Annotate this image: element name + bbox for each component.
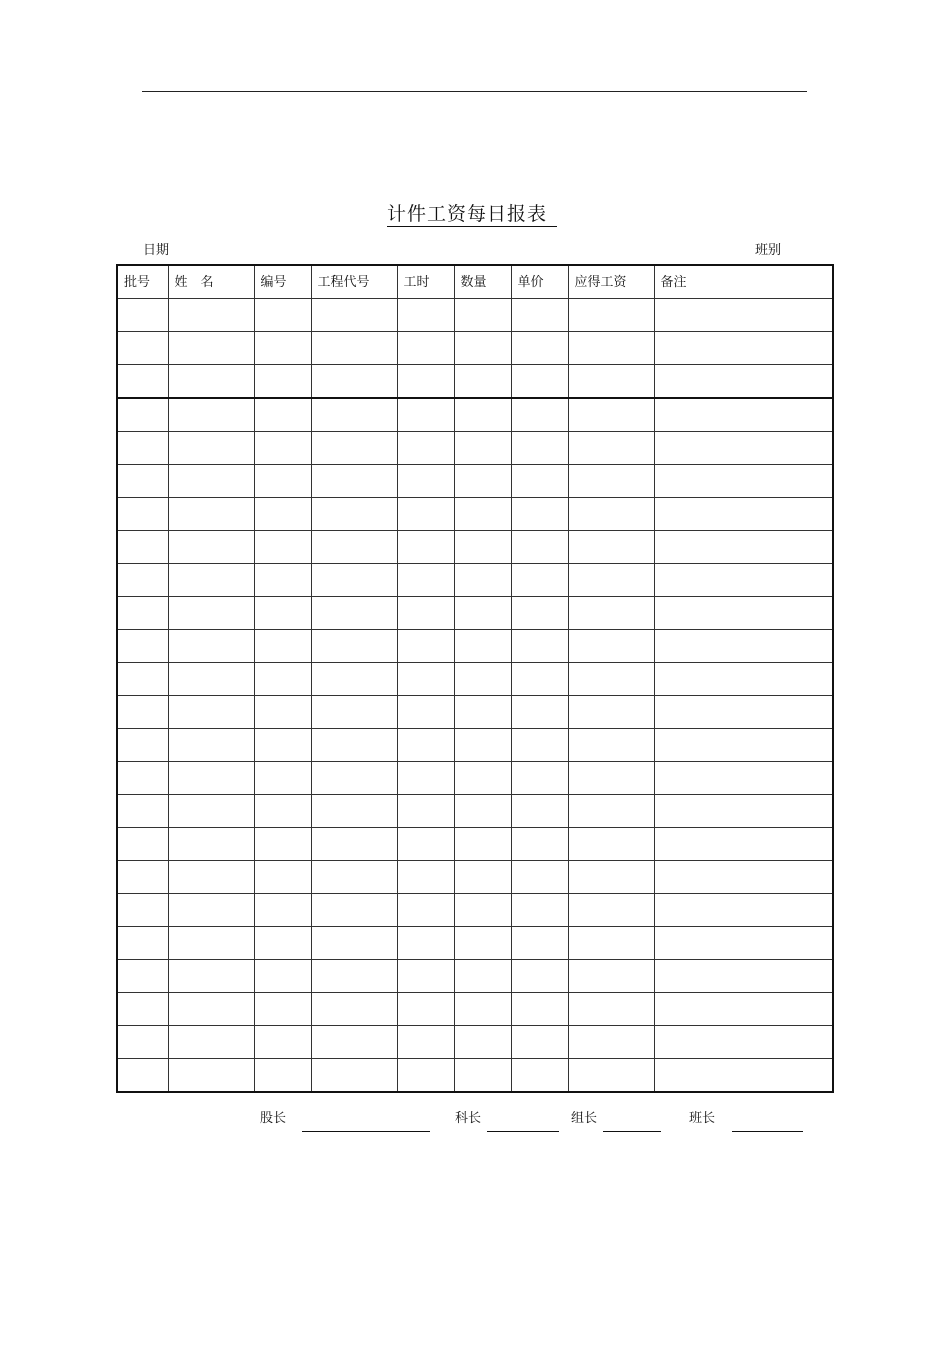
table-cell[interactable]: [454, 960, 511, 993]
table-cell[interactable]: [168, 498, 254, 531]
table-cell[interactable]: [397, 828, 454, 861]
table-cell[interactable]: [168, 861, 254, 894]
table-cell[interactable]: [168, 531, 254, 564]
table-cell[interactable]: [254, 398, 311, 432]
table-cell[interactable]: [454, 663, 511, 696]
table-cell[interactable]: [117, 729, 168, 762]
table-row: [117, 398, 833, 432]
table-cell[interactable]: [117, 1026, 168, 1059]
table-row: [117, 894, 833, 927]
table-cell[interactable]: [568, 630, 654, 663]
table-cell[interactable]: [654, 332, 833, 365]
table-cell[interactable]: [168, 564, 254, 597]
table-row: [117, 332, 833, 365]
table-cell[interactable]: [654, 729, 833, 762]
table-cell[interactable]: [511, 960, 568, 993]
table-cell[interactable]: [117, 365, 168, 399]
table-cell[interactable]: [511, 432, 568, 465]
table-cell[interactable]: [254, 696, 311, 729]
table-row: [117, 630, 833, 663]
table-cell[interactable]: [654, 762, 833, 795]
table-cell[interactable]: [168, 960, 254, 993]
table-cell[interactable]: [311, 762, 397, 795]
table-cell[interactable]: [511, 828, 568, 861]
table-cell[interactable]: [511, 564, 568, 597]
table-cell[interactable]: [511, 1026, 568, 1059]
table-cell[interactable]: [254, 861, 311, 894]
table-cell[interactable]: [511, 465, 568, 498]
table-cell[interactable]: [654, 894, 833, 927]
table-cell[interactable]: [117, 465, 168, 498]
table-cell[interactable]: [168, 696, 254, 729]
table-row: [117, 531, 833, 564]
table-cell[interactable]: [654, 531, 833, 564]
table-cell[interactable]: [117, 432, 168, 465]
table-cell[interactable]: [311, 365, 397, 399]
table-cell[interactable]: [568, 432, 654, 465]
table-cell[interactable]: [654, 1059, 833, 1093]
table-cell[interactable]: [511, 894, 568, 927]
table-cell[interactable]: [654, 927, 833, 960]
table-cell[interactable]: [311, 531, 397, 564]
table-cell[interactable]: [254, 1026, 311, 1059]
table-cell[interactable]: [254, 993, 311, 1026]
table-cell[interactable]: [311, 729, 397, 762]
table-cell[interactable]: [168, 894, 254, 927]
table-row: [117, 564, 833, 597]
table-cell[interactable]: [117, 861, 168, 894]
table-cell[interactable]: [654, 365, 833, 399]
table-cell[interactable]: [568, 465, 654, 498]
table-cell[interactable]: [568, 597, 654, 630]
table-cell[interactable]: [568, 696, 654, 729]
table-cell[interactable]: [397, 696, 454, 729]
table-cell[interactable]: [397, 498, 454, 531]
department-chief-signature-line[interactable]: [487, 1131, 559, 1132]
table-cell[interactable]: [311, 960, 397, 993]
table-cell[interactable]: [254, 894, 311, 927]
table-cell[interactable]: [511, 597, 568, 630]
table-cell[interactable]: [311, 332, 397, 365]
table-cell[interactable]: [117, 630, 168, 663]
section-chief-label: 股长: [260, 1111, 287, 1126]
table-cell[interactable]: [654, 564, 833, 597]
signature-row: [0, 1110, 950, 1136]
table-row: [117, 960, 833, 993]
table-cell[interactable]: [254, 960, 311, 993]
table-cell[interactable]: [311, 498, 397, 531]
table-cell[interactable]: [568, 861, 654, 894]
table-cell[interactable]: [117, 828, 168, 861]
group-leader-label: 组长: [571, 1111, 598, 1126]
table-cell[interactable]: [654, 398, 833, 432]
table-cell[interactable]: [654, 828, 833, 861]
table-row: [117, 762, 833, 795]
table-cell[interactable]: [168, 828, 254, 861]
col-process-code: 工程代号: [311, 265, 397, 299]
table-cell[interactable]: [397, 332, 454, 365]
table-cell[interactable]: [654, 993, 833, 1026]
table-cell[interactable]: [254, 531, 311, 564]
table-cell[interactable]: [397, 762, 454, 795]
table-cell[interactable]: [311, 696, 397, 729]
table-cell[interactable]: [654, 861, 833, 894]
table-cell[interactable]: [568, 531, 654, 564]
table-cell[interactable]: [568, 927, 654, 960]
table-cell[interactable]: [568, 332, 654, 365]
table-cell[interactable]: [168, 630, 254, 663]
table-cell[interactable]: [454, 564, 511, 597]
table-cell[interactable]: [168, 762, 254, 795]
table-cell[interactable]: [168, 663, 254, 696]
table-cell[interactable]: [654, 960, 833, 993]
table-row: [117, 465, 833, 498]
table-cell[interactable]: [117, 398, 168, 432]
table-cell[interactable]: [311, 927, 397, 960]
date-label: 日期: [143, 243, 170, 258]
table-cell[interactable]: [454, 465, 511, 498]
table-cell[interactable]: [254, 927, 311, 960]
table-cell[interactable]: [568, 498, 654, 531]
col-remarks: 备注: [654, 265, 833, 299]
table-cell[interactable]: [397, 927, 454, 960]
report-title: 计件工资每日报表: [387, 202, 557, 227]
table-cell[interactable]: [511, 1059, 568, 1093]
table-cell[interactable]: [397, 465, 454, 498]
table-cell[interactable]: [568, 894, 654, 927]
table-cell[interactable]: [568, 795, 654, 828]
table-cell[interactable]: [311, 432, 397, 465]
table-cell[interactable]: [168, 927, 254, 960]
section-chief-signature-line[interactable]: [302, 1131, 430, 1132]
table-cell[interactable]: [454, 762, 511, 795]
table-body: [117, 299, 833, 1093]
table-cell[interactable]: [254, 597, 311, 630]
table-cell[interactable]: [454, 1026, 511, 1059]
table-cell[interactable]: [254, 1059, 311, 1093]
table-row: [117, 828, 833, 861]
table-cell[interactable]: [568, 1059, 654, 1093]
table-cell[interactable]: [511, 398, 568, 432]
table-cell[interactable]: [568, 960, 654, 993]
table-cell[interactable]: [397, 398, 454, 432]
table-cell[interactable]: [511, 696, 568, 729]
table-cell[interactable]: [168, 1026, 254, 1059]
table-cell[interactable]: [454, 398, 511, 432]
col-batch-no: 批号: [117, 265, 168, 299]
table-cell[interactable]: [117, 299, 168, 332]
col-quantity: 数量: [454, 265, 511, 299]
table-cell[interactable]: [454, 729, 511, 762]
table-cell[interactable]: [568, 762, 654, 795]
table-cell[interactable]: [511, 861, 568, 894]
table-cell[interactable]: [168, 729, 254, 762]
table-cell[interactable]: [168, 299, 254, 332]
table-row: [117, 729, 833, 762]
table-cell[interactable]: [168, 332, 254, 365]
table-cell[interactable]: [654, 432, 833, 465]
table-cell[interactable]: [397, 365, 454, 399]
table-cell[interactable]: [511, 365, 568, 399]
table-cell[interactable]: [397, 993, 454, 1026]
table-row: [117, 927, 833, 960]
table-cell[interactable]: [168, 465, 254, 498]
table-cell[interactable]: [311, 630, 397, 663]
class-label: 班别: [755, 243, 782, 258]
table-cell[interactable]: [117, 1059, 168, 1093]
table-row: [117, 1026, 833, 1059]
table-cell[interactable]: [168, 597, 254, 630]
table-cell[interactable]: [397, 432, 454, 465]
table-cell[interactable]: [397, 729, 454, 762]
table-cell[interactable]: [454, 432, 511, 465]
table-cell[interactable]: [311, 894, 397, 927]
table-cell[interactable]: [397, 861, 454, 894]
table-cell[interactable]: [254, 332, 311, 365]
table-cell[interactable]: [397, 1026, 454, 1059]
table-cell[interactable]: [117, 795, 168, 828]
table-cell[interactable]: [117, 927, 168, 960]
table-cell[interactable]: [117, 332, 168, 365]
department-chief-label: 科长: [455, 1111, 482, 1126]
table-row: [117, 1059, 833, 1093]
table-cell[interactable]: [117, 597, 168, 630]
table-cell[interactable]: [311, 1026, 397, 1059]
table-cell[interactable]: [454, 696, 511, 729]
table-cell[interactable]: [654, 630, 833, 663]
table-cell[interactable]: [254, 828, 311, 861]
col-employee-no: 编号: [254, 265, 311, 299]
table-cell[interactable]: [568, 993, 654, 1026]
table-cell[interactable]: [654, 1026, 833, 1059]
table-cell[interactable]: [117, 498, 168, 531]
table-cell[interactable]: [397, 894, 454, 927]
table-cell[interactable]: [311, 398, 397, 432]
table-cell[interactable]: [254, 663, 311, 696]
table-cell[interactable]: [254, 564, 311, 597]
table-row: [117, 299, 833, 332]
table-row: [117, 696, 833, 729]
group-leader-signature-line[interactable]: [603, 1131, 661, 1132]
table-cell[interactable]: [568, 398, 654, 432]
table-cell[interactable]: [254, 762, 311, 795]
table-cell[interactable]: [454, 828, 511, 861]
table-cell[interactable]: [454, 894, 511, 927]
table-cell[interactable]: [454, 597, 511, 630]
table-cell[interactable]: [254, 498, 311, 531]
table-cell[interactable]: [511, 332, 568, 365]
col-work-hours: 工时: [397, 265, 454, 299]
table-cell[interactable]: [568, 564, 654, 597]
table-cell[interactable]: [254, 432, 311, 465]
table-row: [117, 365, 833, 399]
table-cell[interactable]: [168, 398, 254, 432]
table-cell[interactable]: [454, 498, 511, 531]
table-cell[interactable]: [311, 299, 397, 332]
table-cell[interactable]: [254, 795, 311, 828]
table-cell[interactable]: [568, 299, 654, 332]
table-cell[interactable]: [454, 299, 511, 332]
table-cell[interactable]: [511, 299, 568, 332]
table-cell[interactable]: [397, 795, 454, 828]
col-name: 姓 名: [168, 265, 254, 299]
table-cell[interactable]: [454, 1059, 511, 1093]
table-cell[interactable]: [397, 564, 454, 597]
table-row: [117, 432, 833, 465]
table-cell[interactable]: [397, 663, 454, 696]
table-cell[interactable]: [254, 299, 311, 332]
table-cell[interactable]: [654, 597, 833, 630]
table-cell[interactable]: [511, 795, 568, 828]
wage-report-table: [116, 264, 834, 1093]
table-cell[interactable]: [568, 663, 654, 696]
table-cell[interactable]: [654, 299, 833, 332]
table-cell[interactable]: [511, 993, 568, 1026]
table-cell[interactable]: [397, 299, 454, 332]
table-cell[interactable]: [311, 663, 397, 696]
table-cell[interactable]: [454, 861, 511, 894]
table-cell[interactable]: [454, 927, 511, 960]
table-cell[interactable]: [254, 729, 311, 762]
table-cell[interactable]: [511, 762, 568, 795]
table-cell[interactable]: [168, 795, 254, 828]
table-row: [117, 795, 833, 828]
table-cell[interactable]: [397, 531, 454, 564]
table-row: [117, 498, 833, 531]
table-cell[interactable]: [397, 1059, 454, 1093]
table-row: [117, 861, 833, 894]
table-cell[interactable]: [254, 465, 311, 498]
table-cell[interactable]: [511, 498, 568, 531]
table-cell[interactable]: [117, 531, 168, 564]
table-cell[interactable]: [397, 630, 454, 663]
table-cell[interactable]: [311, 1059, 397, 1093]
table-cell[interactable]: [568, 729, 654, 762]
table-row: [117, 597, 833, 630]
table-cell[interactable]: [311, 465, 397, 498]
table-cell[interactable]: [168, 1059, 254, 1093]
table-cell[interactable]: [454, 795, 511, 828]
table-cell[interactable]: [511, 630, 568, 663]
table-cell[interactable]: [397, 597, 454, 630]
table-row: [117, 663, 833, 696]
table-cell[interactable]: [117, 960, 168, 993]
table-cell[interactable]: [568, 365, 654, 399]
table-row: [117, 993, 833, 1026]
table-cell[interactable]: [254, 365, 311, 399]
table-cell[interactable]: [454, 332, 511, 365]
team-leader-signature-line[interactable]: [732, 1131, 803, 1132]
table-cell[interactable]: [654, 465, 833, 498]
table-cell[interactable]: [311, 861, 397, 894]
table-cell[interactable]: [117, 993, 168, 1026]
table-cell[interactable]: [117, 696, 168, 729]
table-cell[interactable]: [511, 531, 568, 564]
col-unit-price: 单价: [511, 265, 568, 299]
table-header-row: [117, 265, 833, 299]
team-leader-label: 班长: [689, 1111, 716, 1126]
table-cell[interactable]: [311, 795, 397, 828]
table-cell[interactable]: [168, 993, 254, 1026]
col-wage-due: 应得工资: [568, 265, 654, 299]
table-cell[interactable]: [654, 696, 833, 729]
table-cell[interactable]: [311, 993, 397, 1026]
table-cell[interactable]: [168, 365, 254, 399]
table-cell[interactable]: [117, 894, 168, 927]
table-cell[interactable]: [454, 531, 511, 564]
table-cell[interactable]: [311, 597, 397, 630]
table-cell[interactable]: [454, 630, 511, 663]
table-cell[interactable]: [568, 828, 654, 861]
table-cell[interactable]: [511, 663, 568, 696]
table-cell[interactable]: [117, 564, 168, 597]
table-cell[interactable]: [511, 729, 568, 762]
table-cell[interactable]: [117, 663, 168, 696]
table-cell[interactable]: [568, 1026, 654, 1059]
table-cell[interactable]: [654, 498, 833, 531]
table-cell[interactable]: [311, 564, 397, 597]
table-cell[interactable]: [168, 432, 254, 465]
table-cell[interactable]: [654, 663, 833, 696]
table-cell[interactable]: [654, 795, 833, 828]
table-cell[interactable]: [511, 927, 568, 960]
table-cell[interactable]: [454, 365, 511, 399]
table-cell[interactable]: [117, 762, 168, 795]
table-cell[interactable]: [311, 828, 397, 861]
top-rule: [142, 91, 807, 92]
table-cell[interactable]: [397, 960, 454, 993]
table-cell[interactable]: [454, 993, 511, 1026]
table-cell[interactable]: [254, 630, 311, 663]
